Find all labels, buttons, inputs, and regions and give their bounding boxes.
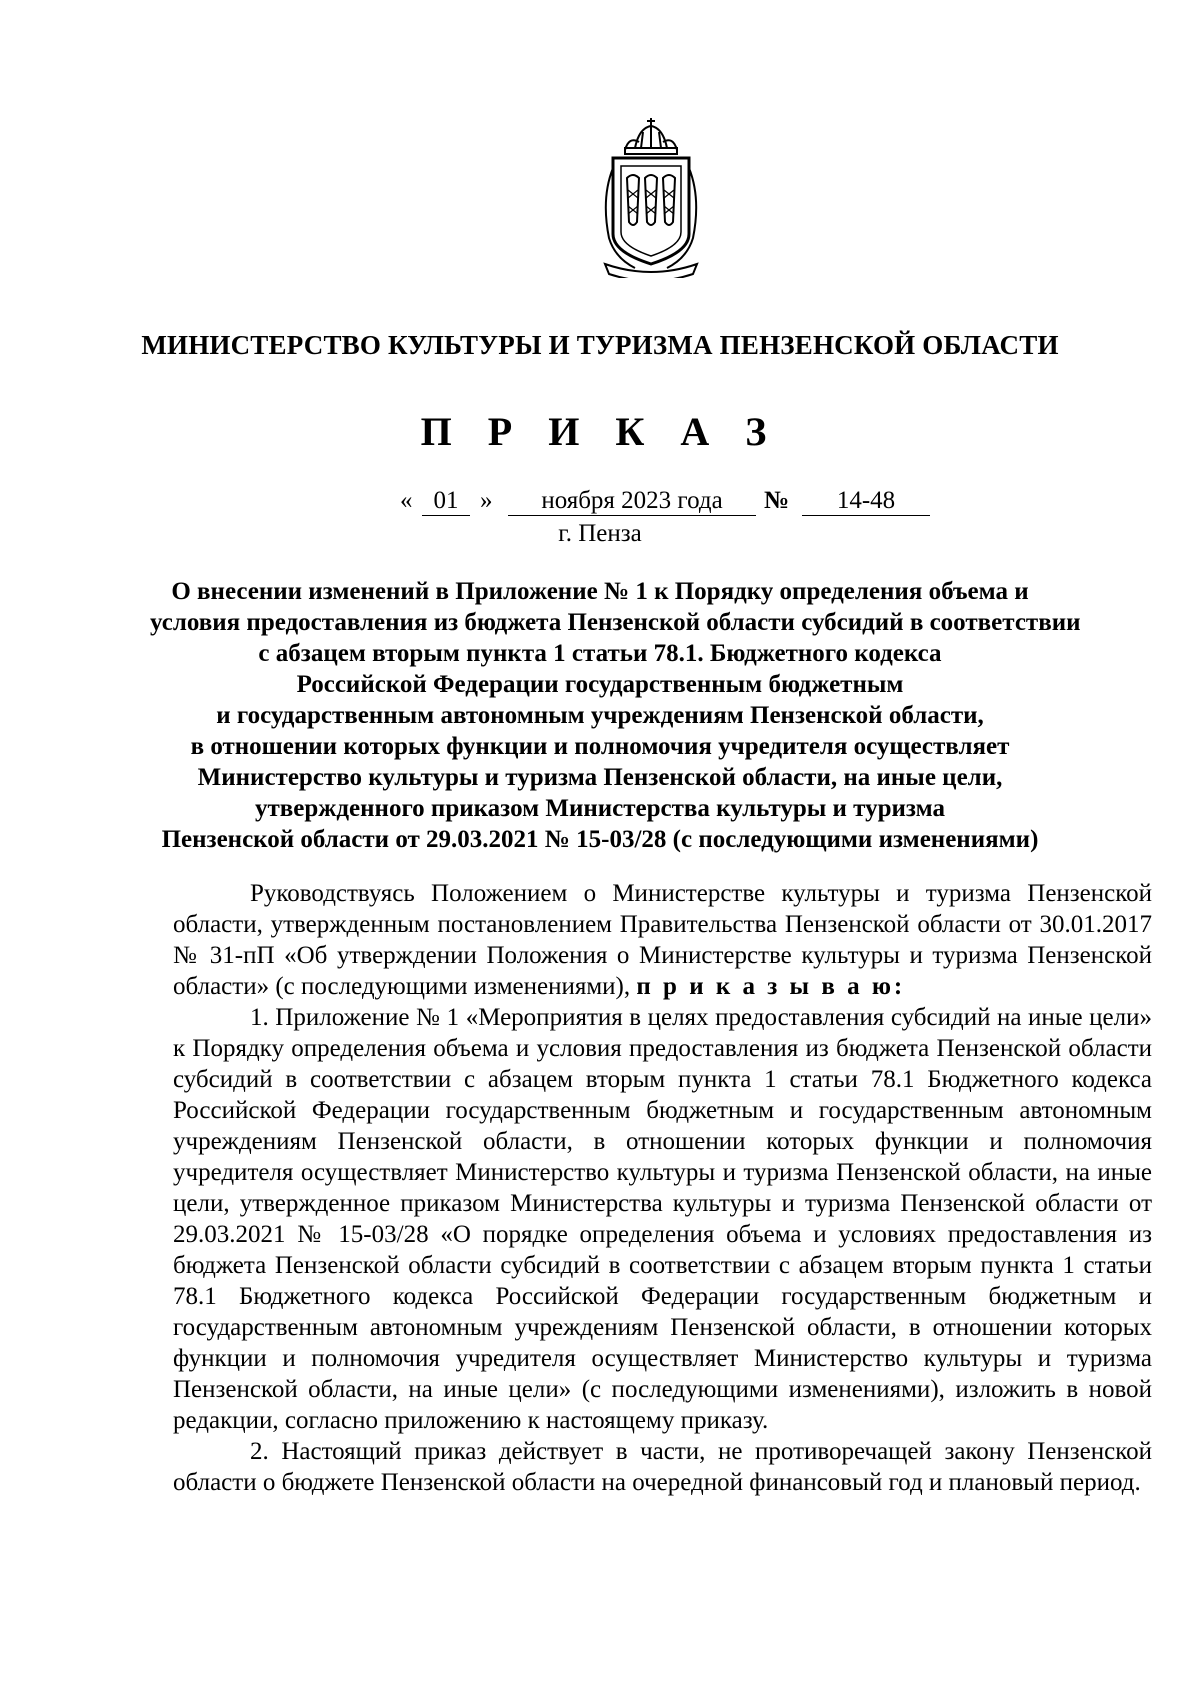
title-line: условия предоставления из бюджета Пензенской области субсидий в соответствии	[150, 609, 1081, 636]
city: г. Пенза	[558, 520, 642, 547]
number-sign: №	[764, 487, 790, 514]
title-line: Российской Федерации государственным бюджетным	[296, 671, 904, 698]
quote-open: «	[400, 487, 413, 514]
document-type-heading: П Р И К А З	[420, 409, 780, 454]
preamble-paragraph	[173, 878, 1152, 1002]
quote-close: »	[480, 487, 493, 514]
document-body	[173, 878, 1152, 1498]
title-line: утвержденного приказом Министерства культуры и туризма	[254, 795, 945, 822]
title-line: Министерство культуры и туризма Пензенской области, на иные цели,	[197, 764, 1003, 791]
title-line: в отношении которых функции и полномочия учредителя осуществляет	[190, 733, 1010, 760]
title-line: с абзацем вторым пункта 1 статьи 78.1. Бюджетного кодекса	[258, 640, 942, 667]
item-1-paragraph: 1. Приложение № 1 «Мероприятия в целях предоставления субсидий на иные цели» к Порядку определения объема и условия предоставления из бюджета Пензенской области субсидий в соответствии с абзацем вторым пункта 1 статьи 78.1 Бюджетного кодекса Российской Федерации государственным бюджетным и государственным автономным учреждениям Пензенской области, в отношении которых функции и полномочия учредителя осуществляет Министерство культуры и туризма Пензенской области, на иные цели, утвержденное приказом Министерства культуры и туризма Пензенской области от 29.03.2021 № 15-03/28 «О порядке определения объема и условиях предоставления из бюджета Пензенской области субсидий в соответствии с абзацем вторым пункта 1 статьи 78.1 Бюджетного кодекса Российской Федерации государственным бюджетным и государственным автономным учреждениям Пензенской области, в отношении которых функции и полномочия учредителя осуществляет Министерство культуры и туризма Пензенской области, на иные цели» (с последующими изменениями), изложить в новой редакции, согласно приложению к настоящему приказу.	[173, 1004, 1152, 1434]
item-2-paragraph: 2. Настоящий приказ действует в части, не противоречащей закону Пензенской области о бюджете Пензенской области на очередной финансовый год и плановый период.	[173, 1438, 1152, 1496]
document-title	[150, 576, 1081, 855]
penza-coat-of-arms-icon	[595, 118, 707, 278]
order-word: п р и к а з ы в а ю:	[636, 973, 906, 1000]
order-number: 14-48	[802, 487, 930, 516]
title-line: Пензенской области от 29.03.2021 № 15-03/28 (с последующими изменениями)	[161, 826, 1039, 853]
title-line: О внесении изменений в Приложение № 1 к Порядку определения объема и	[171, 578, 1029, 605]
preamble-text: Руководствуясь Положением о Министерстве культуры и туризма Пензенской области, утвержденным постановлением Правительства Пензенской области от 30.01.2017 № 31-пП «Об утверждении Положения о Министерстве культуры и туризма Пензенской области» (с последующими изменениями),	[173, 880, 1152, 1000]
ministry-name: МИНИСТЕРСТВО КУЛЬТУРЫ И ТУРИЗМА ПЕНЗЕНСКОЙ ОБЛАСТИ	[141, 330, 1059, 360]
order-month-year: ноября 2023 года	[508, 487, 756, 516]
order-day: 01	[422, 487, 470, 516]
title-line: и государственным автономным учреждениям Пензенской области,	[216, 702, 984, 729]
